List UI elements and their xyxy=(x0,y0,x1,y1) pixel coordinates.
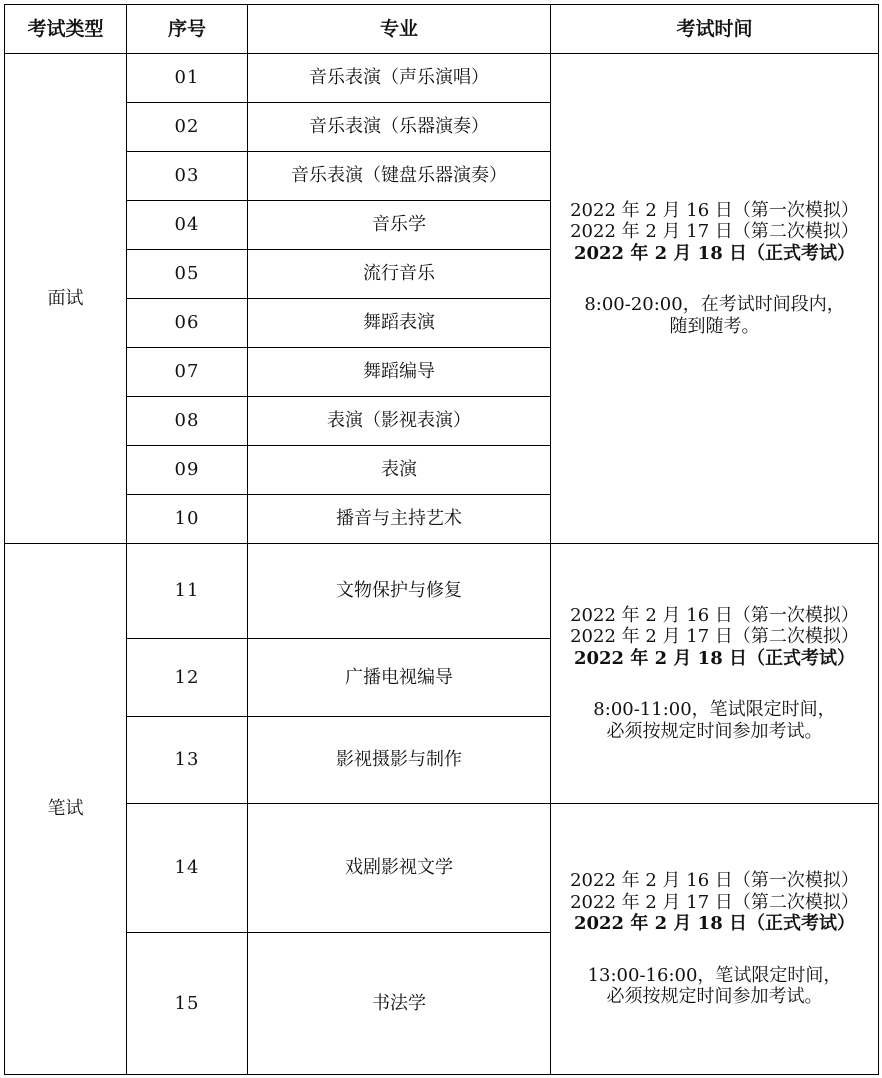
header-exam-type: 考试类型 xyxy=(5,5,127,54)
row-index: 13 xyxy=(127,717,248,804)
row-major: 表演（影视表演） xyxy=(248,397,551,446)
time-note-1: 13:00-16:00，笔试限定时间， xyxy=(587,964,842,986)
row-major: 影视摄影与制作 xyxy=(248,717,551,804)
exam-type-written: 笔试 xyxy=(5,544,127,1075)
table-row xyxy=(5,544,879,639)
row-index: 06 xyxy=(127,299,248,348)
mock-date-1: 2022 年 2 月 16 日（第一次模拟） xyxy=(570,870,859,892)
time-note-2: 必须按规定时间参加考试。 xyxy=(606,720,823,742)
row-index: 04 xyxy=(127,201,248,250)
row-index: 02 xyxy=(127,103,248,152)
mock-date-1: 2022 年 2 月 16 日（第一次模拟） xyxy=(570,199,859,221)
row-major: 表演 xyxy=(248,446,551,495)
row-index: 12 xyxy=(127,639,248,717)
row-major: 文物保护与修复 xyxy=(248,544,551,639)
header-major: 专业 xyxy=(248,5,551,54)
table-row xyxy=(5,54,879,103)
time-note-2: 随到随考。 xyxy=(669,315,760,337)
exam-time-interview xyxy=(551,54,879,544)
exam-time-written-morning xyxy=(551,544,879,804)
row-index: 08 xyxy=(127,397,248,446)
row-major: 戏剧影视文学 xyxy=(248,804,551,933)
row-major: 音乐学 xyxy=(248,201,551,250)
mock-date-2: 2022 年 2 月 17 日（第二次模拟） xyxy=(570,626,859,648)
row-major: 广播电视编导 xyxy=(248,639,551,717)
exam-schedule-table xyxy=(4,4,879,1075)
row-major: 流行音乐 xyxy=(248,250,551,299)
formal-date: 2022 年 2 月 18 日（正式考试） xyxy=(573,242,855,264)
row-major: 舞蹈表演 xyxy=(248,299,551,348)
row-index: 15 xyxy=(127,933,248,1075)
row-index: 11 xyxy=(127,544,248,639)
mock-date-1: 2022 年 2 月 16 日（第一次模拟） xyxy=(570,604,859,626)
row-major: 音乐表演（键盘乐器演奏） xyxy=(248,152,551,201)
exam-type-interview: 面试 xyxy=(5,54,127,544)
formal-date: 2022 年 2 月 18 日（正式考试） xyxy=(573,913,855,935)
header-index: 序号 xyxy=(127,5,248,54)
table-row xyxy=(5,804,879,933)
row-major: 音乐表演（乐器演奏） xyxy=(248,103,551,152)
row-index: 07 xyxy=(127,348,248,397)
mock-date-2: 2022 年 2 月 17 日（第二次模拟） xyxy=(570,221,859,243)
row-major: 书法学 xyxy=(248,933,551,1075)
exam-time-written-afternoon xyxy=(551,804,879,1075)
time-note-1: 8:00-20:00，在考试时间段内， xyxy=(584,294,845,316)
mock-date-2: 2022 年 2 月 17 日（第二次模拟） xyxy=(570,891,859,913)
time-note-1: 8:00-11:00，笔试限定时间， xyxy=(593,699,836,721)
row-index: 03 xyxy=(127,152,248,201)
row-index: 10 xyxy=(127,495,248,544)
row-major: 舞蹈编导 xyxy=(248,348,551,397)
row-index: 09 xyxy=(127,446,248,495)
row-index: 14 xyxy=(127,804,248,933)
formal-date: 2022 年 2 月 18 日（正式考试） xyxy=(573,647,855,669)
header-exam-time: 考试时间 xyxy=(551,5,879,54)
row-major: 音乐表演（声乐演唱） xyxy=(248,54,551,103)
row-index: 01 xyxy=(127,54,248,103)
time-note-2: 必须按规定时间参加考试。 xyxy=(606,986,823,1008)
row-major: 播音与主持艺术 xyxy=(248,495,551,544)
row-index: 05 xyxy=(127,250,248,299)
header-row xyxy=(5,5,879,54)
